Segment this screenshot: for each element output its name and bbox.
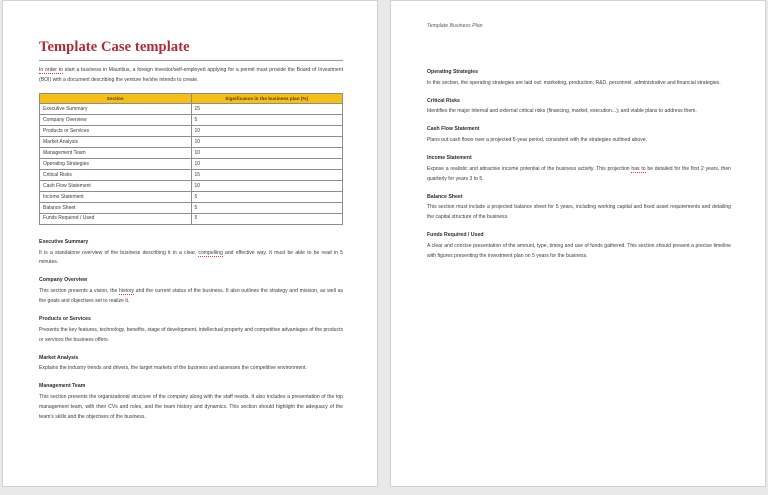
section-body: Presents the key features, technology, benefits, stage of development, intellectual property and competitive advantages of the products or services the business offers. [39,326,344,343]
spelling-error-in-order-to: In order to [39,67,63,74]
cell-section: Funds Required / Used [40,213,192,224]
column-header-section: Section [40,94,192,104]
table-header-row [40,94,343,104]
cell-section: Critical Risks [40,170,192,181]
section-body-part-a: Expose a realistic and attractive income potential of the business activity. This projection [427,165,632,172]
section-body: Identifies the major internal and external critical risks (financing, market, execution...); and viable plans to address them. [427,108,697,115]
section-cash-flow-statement [427,126,731,146]
section-body: Explains the industry trends and drivers, the target markets of the business and assesses the competitive environment. [39,365,307,372]
section-balance-sheet [427,194,731,224]
section-body-part-b: and effective way. It must be able to be read in 5 minutes. [39,249,343,266]
table-row [40,115,343,126]
cell-section: Management Team [40,148,192,159]
table-row [40,191,343,202]
spelling-error-has-to: has to [631,165,646,172]
cell-section: Operating Strategies [40,159,192,170]
section-heading: Cash Flow Statement [427,126,480,133]
table-row [40,104,343,115]
cell-section: Executive Summary [40,104,192,115]
section-heading: Critical Risks [427,97,460,104]
cell-value: 15 [191,170,343,181]
section-body-part-a: This section presents a vision, the [39,288,120,295]
page-right [390,0,766,487]
cell-section: Products or Services [40,126,192,137]
page-left [2,0,378,487]
cell-section: Market Analysis [40,137,192,148]
section-body: In this section, the operating strategies are laid out: marketing, production, R&D, personnel, administrative and financial strategies. [427,79,721,86]
section-income-statement [427,155,731,185]
page-title: Template Case template [39,39,190,55]
section-funds-required-used [427,232,731,262]
section-heading: Market Analysis [39,354,79,361]
cell-value: 5 [191,213,343,224]
section-body [39,287,343,307]
title-divider [39,60,343,61]
table-row [40,137,343,148]
section-market-analysis [39,355,343,375]
cell-value: 5 [191,202,343,213]
cell-value: 10 [191,148,343,159]
section-heading: Company Overview [39,277,88,284]
cell-value: 10 [191,181,343,192]
table-row [40,159,343,170]
section-body [427,165,731,185]
cell-section: Company Overview [40,115,192,126]
section-body [39,249,343,269]
section-body-part-b: be detailed for the first 2 years, then quarterly for years 3 to 5. [427,165,731,182]
spelling-error-compelling: compelling [198,249,223,256]
cell-value: 10 [191,137,343,148]
section-body: Plans out cash flows over a projected 5-year period, consistent with the strategies outlined above. [427,137,648,144]
section-heading: Balance Sheet [427,193,463,200]
section-heading: Management Team [39,383,86,390]
table-body [40,104,343,224]
running-header: Template Business Plan [427,23,483,29]
section-body: This section presents the organizational structure of the company along with the staff needs. It also includes a presentation of the top management team, with their CVs and roles, and the team history and dynamics. This section should highlight the adequacy of the team's skills and the objectives of the business. [39,394,343,420]
table-row [40,148,343,159]
table-row [40,213,343,224]
table-row [40,181,343,192]
section-body: This section must include a projected balance sheet for 5 years, including working capital and fixed asset requirements and detailing the capital structure of the business. [427,204,731,221]
section-body-part-b: and the current status of the business. It also outlines the strategy and mission, as well as the goals and objectives set to realize it. [39,288,343,305]
cell-value: 5 [191,191,343,202]
section-heading: Income Statement [427,155,472,162]
section-management-team [39,383,343,423]
section-heading: Executive Summary [39,238,89,245]
table-row [40,170,343,181]
column-header-significance: Significance in the business plan (%) [191,94,343,104]
table-row [40,126,343,137]
section-executive-summary [39,239,343,269]
intro-paragraph-text: start a business in Mauritius, a foreign investor/self-employed applying for a permit must provide the Board of Investment (BOI) with a document describing the venture he/she intends to create. [39,67,344,84]
cell-value: 5 [191,115,343,126]
cell-section: Cash Flow Statement [40,181,192,192]
section-operating-strategies [427,69,731,89]
page-gap [378,0,390,487]
section-body-part-a: It is a standalone overview of the business describing it in a clear, [39,249,199,256]
significance-table [39,93,343,225]
cell-value: 10 [191,126,343,137]
section-company-overview [39,277,343,307]
section-critical-risks [427,98,731,118]
cell-value: 10 [191,159,343,170]
spelling-error-history: history [119,288,135,295]
section-body: A clear and concise presentation of the amount, type, timing and use of funds gathered. This section should present a precise timeline with figures presenting the investment plan on 5 years for the business. [427,242,731,259]
section-heading: Operating Strategies [427,69,479,75]
section-heading: Funds Required / Used [427,232,484,239]
cell-value: 15 [191,104,343,115]
intro-paragraph [39,66,343,86]
cell-section: Balance Sheet [40,202,192,213]
section-heading: Products or Services [39,315,91,322]
table-row [40,202,343,213]
cell-section: Income Statement [40,191,192,202]
section-products-or-services [39,316,343,346]
